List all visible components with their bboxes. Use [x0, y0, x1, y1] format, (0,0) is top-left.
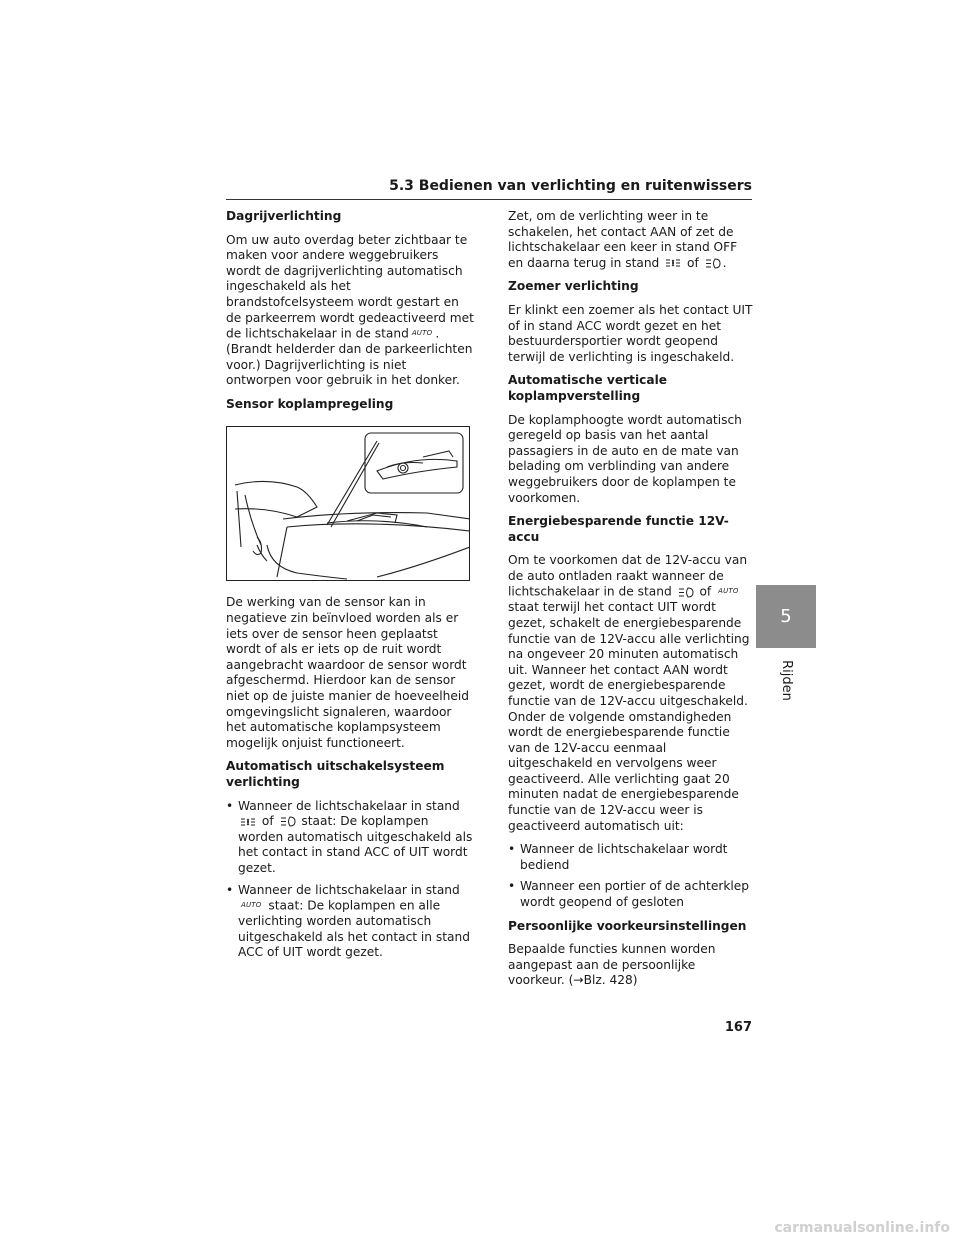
headlight-icon	[705, 258, 721, 269]
headlight-icon	[280, 816, 296, 827]
car-windshield-sensor-drawing	[227, 427, 470, 581]
auto-icon: AUTO	[411, 329, 433, 338]
left-column	[226, 209, 474, 969]
paragraph-sensor: De werking van de sensor kan in negatieve zin beïnvloed worden als er iets over de sensor heen geplaatst wordt of als er iets op de ruit wordt aangebracht waardoor de sensor wordt afgeschermd. Hierdoor kan de sensor niet op de juiste manier de hoeveelheid omgevingslicht signaleren, waardoor het automatische koplampsysteem mogelijk onjuist functioneert.	[226, 595, 469, 750]
paragraph-persoonlijke-voorkeur: Bepaalde functies kunnen worden aangepast aan de persoonlijke voorkeur. (→Blz. 428)	[508, 942, 716, 988]
paragraph-energiebesparend: Om te voorkomen dat de 12V-accu van de auto ontladen raakt wanneer de lichtschakelaar in de stand of AUTO staat terwijl het contact UIT wordt gezet, schakelt de energiebesparende functie van de 12V-accu alle verlichting na ongeveer 20 minuten automatisch uit. Wanneer het contact AAN wordt gezet, wordt de energiebesparende functie van de 12V-accu uitgeschakeld. Onder de volgende omstandigheden wordt de energiebesparende functie van de 12V-accu eenmaal uitgeschakeld en vervolgens weer geactiveerd. Alle verlichting gaat 20 minuten nadat de energiebesparende functie van de 12V-accu weer is geactiveerd automatisch uit:	[508, 553, 750, 833]
header-divider	[226, 199, 752, 200]
paragraph-dagrijverlichting: Om uw auto overdag beter zichtbaar te maken voor andere weggebruikers wordt de dagrijverlichting automatisch ingeschakeld als het brandstofcelsysteem wordt gestart en de parkeerrem wordt gedeactiveerd met de lichtschakelaar in de stand AUTO . (Brandt helderder dan de parkeerlichten voor.) Dagrijverlichting is niet ontworpen voor gebruik in het donker.	[226, 232, 474, 388]
list-item: • Wanneer de lichtschakelaar in stand of staat: De koplampen worden automatisch uitgeschakeld als het contact in stand ACC of UIT wordt gezet.	[226, 799, 474, 877]
sensor-illustration	[226, 426, 470, 581]
watermark: carmanualsonline.info	[774, 1220, 950, 1236]
bullet-list-auto-uit	[226, 799, 474, 961]
paragraph-continuation: Zet, om de verlichting weer in te schakelen, het contact AAN of zet de lichtschakelaar een keer in stand OFF en daarna terug in stand of .	[508, 209, 738, 270]
page-number: 167	[724, 1020, 752, 1035]
chapter-label: Rijden	[778, 659, 794, 701]
chapter-tab: 5	[756, 585, 816, 648]
heading-energiebesparend: Energiebesparende functie 12V-accu	[508, 514, 729, 544]
section-header: 5.3 Bedienen van verlichting en ruitenwissers	[389, 178, 752, 194]
list-item: • Wanneer de lichtschakelaar wordt bediend	[508, 842, 754, 873]
headlight-icon	[678, 587, 694, 598]
list-item: • Wanneer de lichtschakelaar in stand AUTO staat: De koplampen en alle verlichting worden automatisch uitgeschakeld als het contact in stand ACC of UIT wordt gezet.	[226, 883, 474, 961]
parking-light-icon	[240, 817, 256, 827]
heading-sensor-koplampregeling: Sensor koplampregeling	[226, 396, 394, 411]
right-column	[508, 209, 754, 997]
paragraph-zoemer: Er klinkt een zoemer als het contact UIT of in stand ACC wordt gezet en het bestuurdersportier wordt geopend terwijl de verlichting is ingeschakeld.	[508, 302, 753, 364]
heading-persoonlijke-voorkeur: Persoonlijke voorkeursinstellingen	[508, 918, 747, 933]
list-item: • Wanneer een portier of de achterklep wordt geopend of gesloten	[508, 879, 754, 910]
auto-icon: AUTO	[241, 901, 262, 910]
paragraph-verticale: De koplamphoogte wordt automatisch geregeld op basis van het aantal passagiers in de auto en de mate van belading om verblinding van andere weggebruikers door de koplampen te voorkomen.	[508, 412, 742, 505]
heading-verticale-koplampverstelling: Automatische verticale koplampverstelling	[508, 373, 668, 403]
heading-zoemer: Zoemer verlichting	[508, 279, 639, 294]
bullet-list-energie	[508, 842, 754, 910]
parking-light-icon	[665, 258, 681, 268]
auto-icon: AUTO	[718, 587, 739, 596]
heading-automatisch-uitschakelsysteem: Automatisch uitschakelsysteem verlichting	[226, 759, 445, 789]
heading-dagrijverlichting: Dagrijverlichting	[226, 209, 342, 223]
